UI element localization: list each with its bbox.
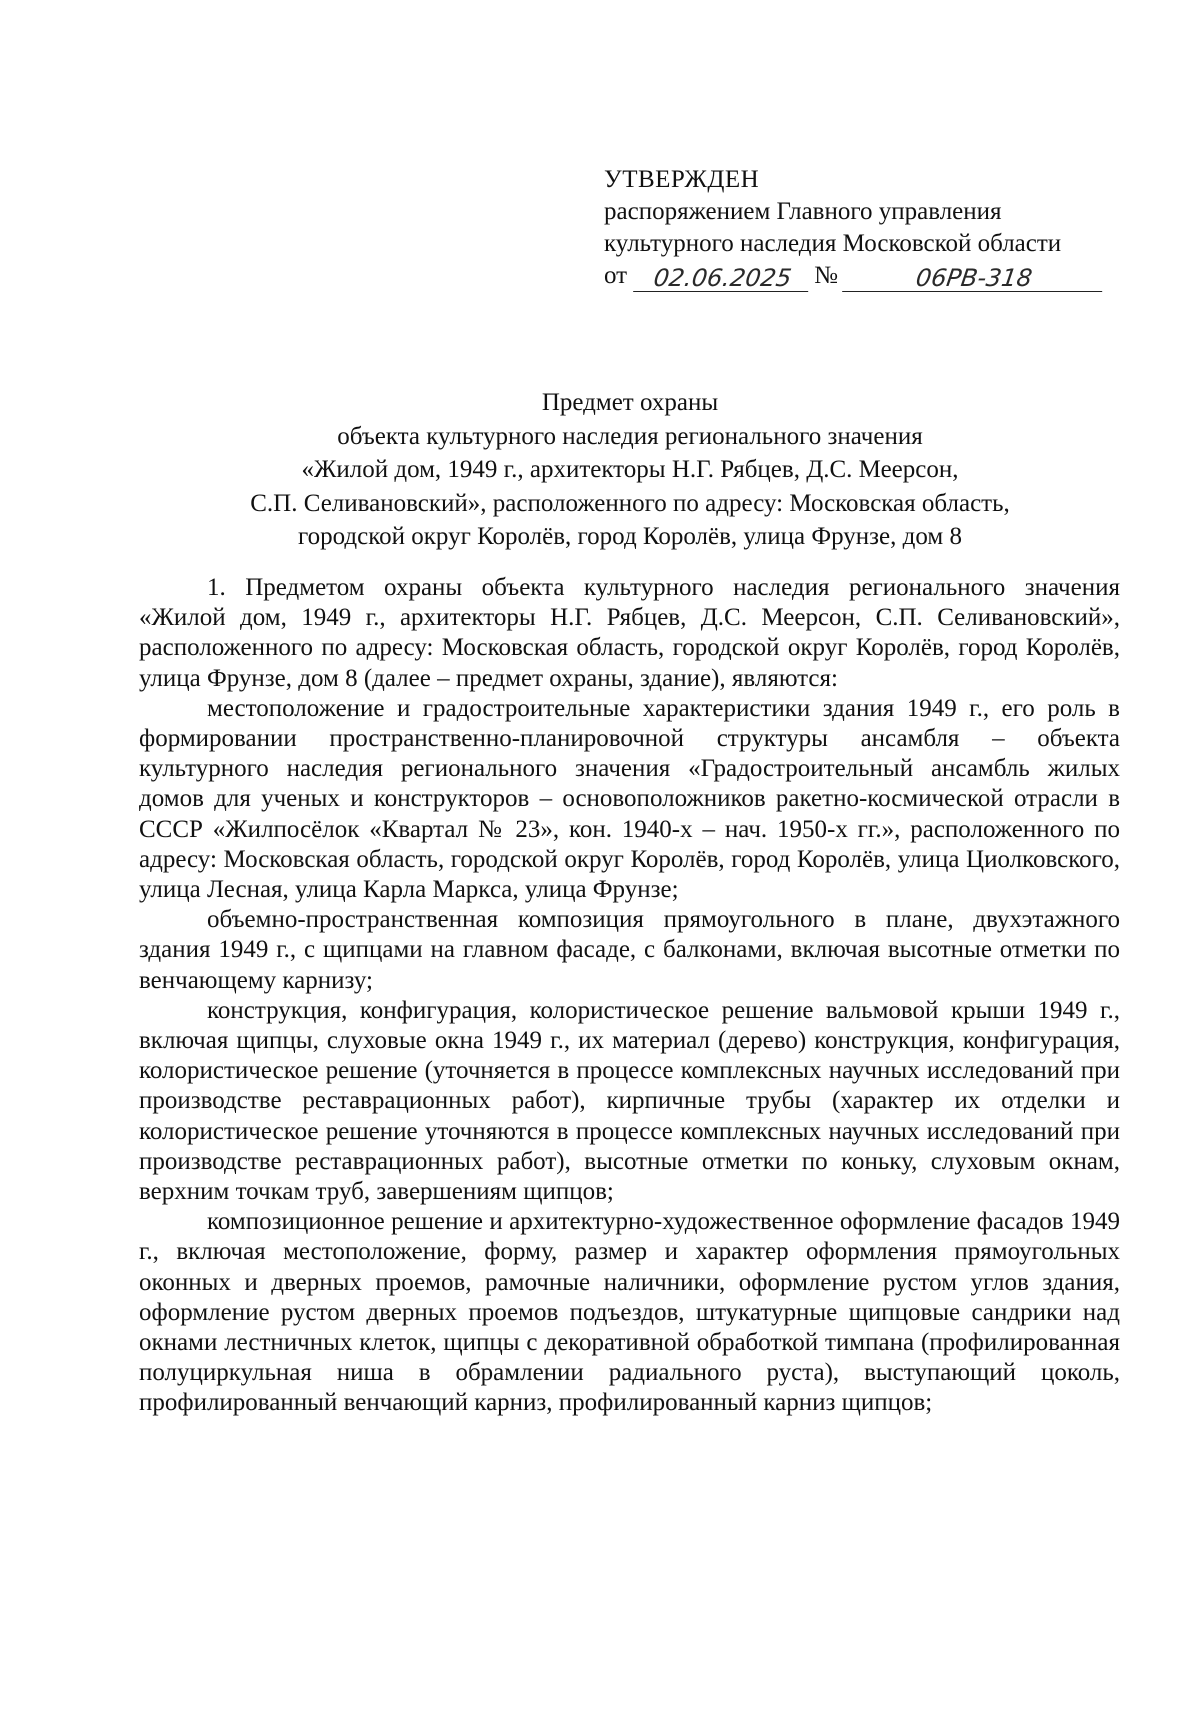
number-label: №: [814, 262, 838, 289]
title-line-1: Предмет охраны: [541, 389, 719, 416]
paragraph-1: 1. Предметом охраны объекта культурного наследия регионального значения «Жилой дом, 1949 г., архитекторы Н.Г. Рябцев, Д.С. Меерсон, С.П. Селивановский», расположенного по адресу: Московская область, городской округ Королёв, город Королёв, улица Фрунзе, дом 8 (далее – предмет охраны, здание), являются:: [139, 574, 1120, 692]
title-line-5: городской округ Королёв, город Королёв, улица Фрунзе, дом 8: [298, 523, 962, 550]
title-line-4: С.П. Селивановский», расположенного по адресу: Московская область,: [250, 489, 1010, 517]
approval-heading: УТВЕРЖДЕН: [604, 166, 760, 193]
paragraph-2: местоположение и градостроительные характеристики здания 1949 г., его роль в формировании пространственно-планировочной структуры ансамбля – объекта культурного наследия регионального значения «Градостроительный ансамбль жилых домов для ученых и конструкторов – основоположников ракетно-космической отрасли в СССР «Жилпосёлок «Квартал № 23», кон. 1940-х – нач. 1950-х гг.», расположенного по адресу: Московская область, городской округ Королёв, город Королёв, улица Циолковского, улица Лесная, улица Карла Маркса, улица Фрунзе;: [139, 694, 1120, 904]
paragraph-4: конструкция, конфигурация, колористическое решение вальмовой крыши 1949 г., включая щипцы, слуховые окна 1949 г., их материал (дерево) конструкция, конфигурация, колористическое решение (уточняется в процессе комплексных научных исследований при производстве реставрационных работ), кирпичные трубы (характер их отделки и колористическое решение уточняются в процессе комплексных научных исследований при производстве реставрационных работ), высотные отметки по коньку, слуховым окнам, верхним точкам труб, завершениям щипцов;: [139, 996, 1120, 1206]
date-from-label: от: [604, 262, 628, 289]
paragraph-3: объемно-пространственная композиция прямоугольного в плане, двухэтажного здания 1949 г., с щипцами на главном фасаде, с балконами, включая высотные отметки по венчающему карнизу;: [139, 906, 1120, 994]
approval-line-2: культурного наследия Московской области: [604, 230, 1062, 257]
approval-line-1: распоряжением Главного управления: [604, 198, 1002, 225]
approval-date-number-line: [604, 260, 1104, 292]
document-body: [139, 573, 1120, 1419]
title-line-2: объекта культурного наследия регионального значения: [337, 422, 923, 450]
approval-block: [604, 164, 1104, 292]
handwritten-date: 02.06.2025: [633, 265, 812, 292]
title-line-3: «Жилой дом, 1949 г., архитекторы Н.Г. Рябцев, Д.С. Меерсон,: [301, 456, 959, 483]
document-title: [150, 386, 1110, 554]
paragraph-5: композиционное решение и архитектурно-художественное оформление фасадов 1949 г., включая местоположение, форму, размер и характер оформления прямоугольных оконных и дверных проемов, рамочные наличники, оформление рустом углов здания, оформление рустом дверных проемов подъездов, штукатурные щипцовые сандрики над окнами лестничных клеток, щипцы с декоративной обработкой тимпана (профилированная полуциркульная ниша в обрамлении радиального руста), выступающий цоколь, профилированный венчающий карниз, профилированный карниз щипцов;: [139, 1208, 1120, 1417]
handwritten-number: 06РВ-318: [842, 265, 1106, 292]
